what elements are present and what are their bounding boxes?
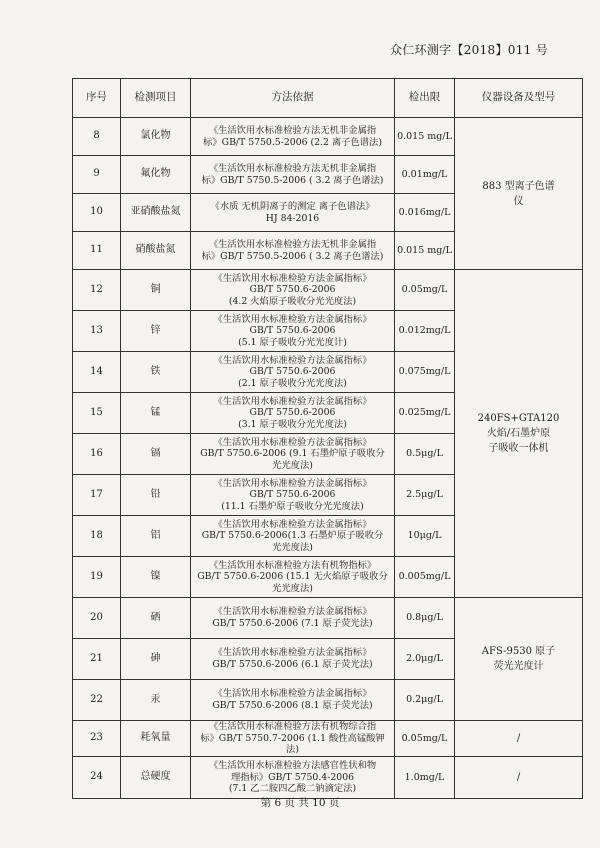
method-line: GB/T 5750.6-2006 (8.1 原子荧光法) (212, 700, 373, 711)
instrument-line: AFS-9530 原子 (481, 646, 556, 657)
detection-limit: 2.0μg/L (395, 639, 455, 680)
method-line: 《生活饮用水标准检验方法金属指标》 (213, 477, 372, 489)
method-line: GB/T 5750.6-2006 (249, 366, 336, 378)
method-basis (191, 475, 395, 516)
test-item: 亚硝酸盐氮 (121, 194, 191, 232)
method-line: GB/T 5750.6-2006 (249, 489, 336, 501)
method-line: 标》GB/T 5750.5-2006 ( 3.2 离子色谱法) (201, 174, 384, 186)
method-line: 光光度法) (272, 582, 313, 594)
table-row (73, 757, 583, 799)
method-line: 《生活饮用水标准检验方法金属指标》 (213, 354, 372, 366)
method-basis (191, 311, 395, 352)
test-item: 锌 (121, 311, 191, 352)
method-line: 《生活饮用水标准检验方法金属指标》 (213, 518, 372, 530)
method-line: GB/T 5750.6-2006 (6.1 原子荧光法) (212, 659, 373, 670)
detection-limit: 0.025mg/L (395, 393, 455, 434)
table-header-row (73, 79, 583, 118)
row-number: 22 (73, 680, 121, 721)
method-line: (7.1 乙二胺四乙酸二钠滴定法) (228, 783, 357, 795)
method-line: 《生活饮用水标准检验方法金属指标》 (213, 313, 372, 325)
method-basis (191, 393, 395, 434)
instrument-line: 火焰/石墨炉原 (486, 428, 551, 439)
instrument-ion-chromatograph (455, 118, 583, 270)
method-basis (191, 680, 395, 721)
method-line: 《生活饮用水标准检验方法有机物指标》 (208, 559, 377, 571)
test-item: 镉 (121, 434, 191, 475)
detection-limit: 0.05mg/L (395, 270, 455, 311)
method-basis (191, 194, 395, 232)
column-header-instrument: 仪器设备及型号 (455, 79, 583, 118)
row-number: 17 (73, 475, 121, 516)
method-line: HJ 84-2016 (265, 212, 320, 224)
method-basis (191, 118, 395, 156)
instrument-line: 子吸收一体机 (488, 443, 549, 454)
instrument-line: 240FS+GTA120 (477, 413, 560, 424)
method-basis (191, 598, 395, 639)
row-number: 20 (73, 598, 121, 639)
instrument-afs (455, 598, 583, 721)
method-line: 《生活饮用水标准检验方法金属指标》 (213, 606, 372, 618)
test-item: 砷 (121, 639, 191, 680)
method-line: 《生活饮用水标准检验方法金属指标》 (213, 395, 372, 407)
method-basis (191, 757, 395, 799)
test-item: 氟化物 (121, 156, 191, 194)
method-line: GB/T 5750.6-2006 (249, 407, 336, 419)
test-item: 汞 (121, 680, 191, 721)
method-line: 《生活饮用水标准检验方法无机非金属指 (208, 124, 377, 136)
column-header-no: 序号 (73, 79, 121, 118)
method-line: (5.1 原子吸收分光光度计) (238, 336, 347, 348)
test-item: 硝酸盐氮 (121, 232, 191, 270)
method-line: 《生活饮用水标准检验方法有机物综合指 (208, 721, 377, 733)
test-item: 硒 (121, 598, 191, 639)
method-line: 法) (286, 744, 299, 756)
test-item: 氯化物 (121, 118, 191, 156)
method-line: 光光度法) (272, 459, 313, 471)
method-basis (191, 270, 395, 311)
detection-limit: 0.05mg/L (395, 721, 455, 757)
detection-limit: 0.005mg/L (395, 557, 455, 598)
method-line: GB/T 5750.6-2006 (249, 325, 336, 337)
instrument-aas (455, 270, 583, 598)
report-number: 众仁环测字【2018】011 号 (389, 43, 548, 57)
method-line: GB/T 5750.6-2006 (15.1 无火焰原子吸收分 (197, 571, 388, 583)
method-line: GB/T 5750.6-2006 (9.1 石墨炉原子吸收分 (200, 448, 385, 460)
test-item: 镍 (121, 557, 191, 598)
method-line: 标》GB/T 5750.5-2006 ( 3.2 离子色谱法) (201, 250, 384, 262)
method-line: 《生活饮用水标准检验方法金属指标》 (213, 272, 372, 284)
table-row (73, 270, 583, 311)
instrument-line: 883 型离子色谱 (482, 180, 555, 192)
method-basis (191, 639, 395, 680)
column-header-item: 检测项目 (121, 79, 191, 118)
method-basis (191, 721, 395, 757)
method-line: 《水质 无机阴离子的测定 离子色谱法》 (210, 200, 375, 212)
method-basis (191, 352, 395, 393)
column-header-method: 方法依据 (191, 79, 395, 118)
detection-limit: 0.2μg/L (395, 680, 455, 721)
detection-limit: 10μg/L (395, 516, 455, 557)
method-basis (191, 516, 395, 557)
method-line: (4.2 火焰原子吸收分光光度法) (228, 295, 357, 307)
method-line: 《生活饮用水标准检验方法无机非金属指 (208, 238, 377, 250)
row-number: 9 (73, 156, 121, 194)
detection-limit: 0.015 mg/L (395, 118, 455, 156)
row-number: 19 (73, 557, 121, 598)
method-line: 理指标》GB/T 5750.4-2006 (230, 771, 355, 783)
method-basis (191, 434, 395, 475)
method-line: GB/T 5750.6-2006 (7.1 原子荧光法) (212, 618, 373, 629)
method-line: 《生活饮用水标准检验方法金属指标》 (213, 647, 372, 659)
detection-limit: 0.015 mg/L (395, 232, 455, 270)
test-item: 铅 (121, 475, 191, 516)
method-line: GB/T 5750.6-2006(1.3 石墨炉原子吸收分 (201, 530, 384, 542)
row-number: 12 (73, 270, 121, 311)
detection-limit: 0.075mg/L (395, 352, 455, 393)
method-line: 《生活饮用水标准检验方法感官性状和物 (208, 760, 377, 772)
row-number: 24 (73, 757, 121, 799)
method-line: 《生活饮用水标准检验方法无机非金属指 (208, 162, 377, 174)
column-header-limit: 检出限 (395, 79, 455, 118)
table-row (73, 721, 583, 757)
test-item: 总硬度 (121, 757, 191, 799)
detection-limit: 0.01mg/L (395, 156, 455, 194)
test-item: 锰 (121, 393, 191, 434)
row-number: 11 (73, 232, 121, 270)
row-number: 18 (73, 516, 121, 557)
row-number: 16 (73, 434, 121, 475)
method-line: (2.1 原子吸收分光光度法) (238, 377, 347, 389)
method-line: 光光度法) (272, 541, 313, 553)
instrument-line: 仪 (513, 195, 524, 207)
instrument-line: 荧光光度计 (493, 661, 544, 672)
instrument-none: / (455, 757, 583, 799)
row-number: 15 (73, 393, 121, 434)
method-line: GB/T 5750.6-2006 (249, 284, 336, 296)
method-line: 标》GB/T 5750.7-2006 (1.1 酸性高锰酸钾 (200, 732, 385, 744)
row-number: 13 (73, 311, 121, 352)
table-row (73, 598, 583, 639)
method-basis (191, 557, 395, 598)
method-basis (191, 156, 395, 194)
detection-limit: 0.012mg/L (395, 311, 455, 352)
detection-limit: 1.0mg/L (395, 757, 455, 799)
method-line: 《生活饮用水标准检验方法金属指标》 (213, 688, 372, 700)
method-line: 《生活饮用水标准检验方法金属指标》 (213, 436, 372, 448)
test-item: 铁 (121, 352, 191, 393)
method-line: (3.1 原子吸收分光光度法) (238, 418, 347, 430)
detection-limit: 0.5μg/L (395, 434, 455, 475)
test-item: 铜 (121, 270, 191, 311)
table-row (73, 118, 583, 156)
row-number: 14 (73, 352, 121, 393)
row-number: 10 (73, 194, 121, 232)
detection-limit: 0.8μg/L (395, 598, 455, 639)
test-item: 耗氧量 (121, 721, 191, 757)
row-number: 23 (73, 721, 121, 757)
instrument-none: / (455, 721, 583, 757)
test-item: 铝 (121, 516, 191, 557)
detection-limit: 2.5μg/L (395, 475, 455, 516)
detection-limit: 0.016mg/L (395, 194, 455, 232)
row-number: 8 (73, 118, 121, 156)
method-line: 标》GB/T 5750.5-2006 (2.2 离子色谱法) (203, 136, 382, 148)
test-methods-table (72, 78, 583, 799)
method-basis (191, 232, 395, 270)
method-line: (11.1 石墨炉原子吸收分光光度法) (221, 500, 364, 512)
page-footer: 第 6 页 共 10 页 (260, 797, 340, 809)
row-number: 21 (73, 639, 121, 680)
